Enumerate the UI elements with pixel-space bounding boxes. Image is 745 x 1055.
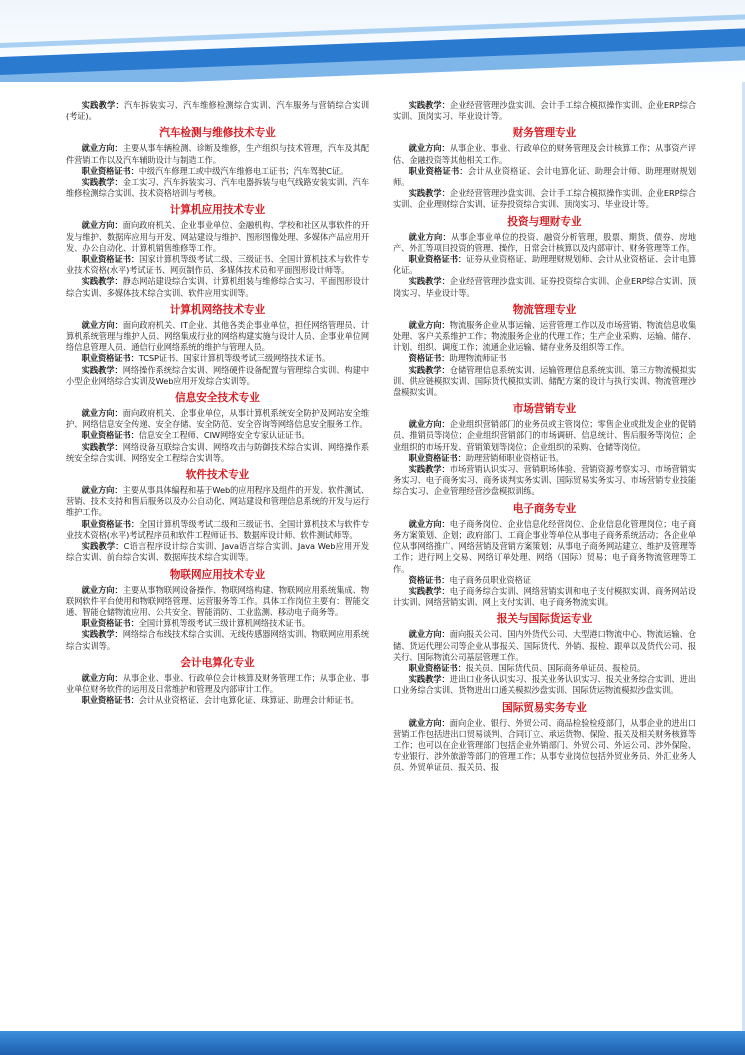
paragraph-text: 物流服务企业从事运输、运营管理工作以及市场营销、物流信息收集处理、客户关系维护工作；物流服务企业的代理工作；生产企业采购、运输、储存、计划、组织、调度工作；流通企业运输、储存业务及组织等工作。 [393, 319, 696, 353]
section-paragraph [66, 166, 369, 177]
section-paragraph [66, 442, 369, 464]
section-paragraph [393, 718, 696, 774]
section-paragraph [393, 320, 696, 354]
paragraph-text: 会计从业资格证、会计电算化证、珠算证、助理会计师证书。 [138, 695, 359, 706]
paragraph-label: 职业资格证书： [408, 254, 467, 265]
paragraph-text: 网络综合布线技术综合实训、无线传感器网络实训、物联网应用系统综合实训等。 [66, 629, 369, 651]
major-section [66, 392, 369, 464]
brochure-content [66, 100, 696, 1025]
section-paragraph [66, 143, 369, 165]
paragraph-text: 进出口业务认识实习、报关业务认识实习、报关业务综合实训、进出口业务综合实训、货物进出口通关模拟沙盘实训、国际货运物流模拟沙盘实训。 [393, 674, 696, 696]
section-paragraph [393, 254, 696, 276]
major-title: 国际贸易实务专业 [502, 701, 587, 714]
paragraph-label: 职业资格证书： [408, 165, 468, 176]
paragraph-text: 从事企事业单位的投资、融资分析管理，股票、期货、债券、房地产、外汇等项目投资的管理、操作，日常会计核算以及内部审计、财务管理等工作。 [393, 231, 696, 253]
section-paragraph [393, 276, 696, 298]
section-paragraph [393, 143, 696, 165]
section-paragraph [66, 618, 369, 629]
section-paragraph [393, 188, 696, 210]
section-paragraph [393, 353, 696, 364]
section-paragraph [66, 408, 369, 430]
major-title: 市场营销专业 [512, 403, 577, 416]
paragraph-label: 职业资格证书： [81, 353, 139, 364]
paragraph-label: 实践教学： [81, 541, 124, 552]
paragraph-label: 实践教学： [408, 276, 450, 287]
paragraph-text: 会计从业资格证、会计电算化证、助理会计师、助理理财规划师。 [393, 165, 696, 188]
section-paragraph [66, 353, 369, 364]
paragraph-text: 企业经营管理沙盘实训、会计手工综合模拟操作实训、企业ERP综合实训、企业理财综合实训、证券投资综合实训、顶岗实习、毕业设计等。 [393, 188, 696, 210]
major-title: 计算机应用技术专业 [169, 204, 266, 217]
paragraph-label: 职业资格证书： [408, 662, 466, 673]
left-column [66, 100, 369, 1025]
major-section [393, 702, 696, 774]
section-paragraph [393, 629, 696, 663]
paragraph-text: 助理营销师职业资格证书。 [465, 452, 564, 463]
section-paragraph [393, 453, 696, 464]
paragraph-label: 就业方向： [408, 143, 450, 154]
section-paragraph [393, 365, 696, 399]
major-title: 报关与国际货运专业 [496, 613, 593, 626]
paragraph-text: 企业经营管理沙盘实训、证券投资综合实训、企业ERP综合实训、顶岗实习、毕业设计等。 [393, 276, 696, 298]
paragraph-text: 全国计算机等级考试三级计算机网络技术证书。 [138, 618, 310, 629]
paragraph-text: 电子商务综合实训、网络营销实训和电子支付模拟实训、商务网站设计实训、网络营销实训、网上支付实训、电子商务物流实训。 [393, 585, 696, 608]
paragraph-label: 实践教学： [408, 100, 450, 110]
section-paragraph [66, 254, 369, 276]
paragraph-text: 面向企业、银行、外贸公司、商品检验检疫部门，从事企业的进出口营销工作包括进出口贸易谈判、合同订立、承运货物、保险、报关及相关财务核算等工作；也可以在企业管理部门包括企业外销部门、外贸公司、外运公司、涉外保险、专业银行、涉外旅游等部门的管理工作；从事专业岗位包括外贸业务员、外汇业务人员、外贸单证员、报关员、报 [393, 717, 696, 773]
paragraph-text: 中级汽车修理工或中级汽车维修电工证书；汽车驾驶C证。 [138, 165, 349, 176]
section-paragraph [66, 485, 369, 519]
section-paragraph [66, 430, 369, 441]
paragraph-label: 就业方向： [81, 319, 123, 330]
section-paragraph [66, 629, 369, 651]
header-decor-band [0, 0, 745, 82]
major-section [393, 503, 696, 609]
right-column [393, 100, 696, 1025]
section-paragraph [393, 663, 696, 674]
paragraph-text: 网络设备互联综合实训、网络攻击与防御技术综合实训、网络操作系统安全综合实训、网络安全工程综合实训等。 [66, 441, 369, 463]
paragraph-text: 信息安全工程师、CIW网络安全专家认证证书。 [138, 430, 310, 441]
paragraph-text: 汽车拆装实习、汽车维修检测综合实训、汽车服务与营销综合实训(考证)。 [66, 100, 369, 122]
paragraph-label: 就业方向： [81, 143, 123, 154]
paragraph-text: 面向政府机关、企事业单位，从事计算机系统安全防护及网站安全维护、网络信息安全传递、安全存储、安全防范、安全咨询等网络信息安全服务工作。 [66, 408, 369, 430]
paragraph-label: 实践教学： [408, 585, 450, 596]
paragraph-label: 就业方向： [81, 672, 123, 683]
major-title: 投资与理财专业 [507, 215, 582, 228]
paragraph-text: 企业经营管理沙盘实训、会计手工综合模拟操作实训、企业ERP综合实训、顶岗实习、毕业设计等。 [393, 100, 696, 122]
paragraph-label: 实践教学： [408, 364, 450, 375]
major-section [393, 100, 696, 122]
paragraph-text: 助理物流师证书 [449, 353, 507, 364]
major-section [393, 127, 696, 210]
section-paragraph [393, 419, 696, 453]
paragraph-label: 职业资格证书： [81, 165, 139, 176]
paragraph-text: 全国计算机等级考试二级和三级证书、全国计算机技术与软件专业技术资格(水平)考试程序员和软件工程师证书、数据库设计师、软件测试师等。 [66, 518, 369, 540]
section-paragraph [66, 695, 369, 706]
major-title: 会计电算化专业 [180, 656, 255, 669]
major-section [66, 569, 369, 652]
paragraph-label: 实践教学： [81, 276, 123, 287]
paragraph-label: 就业方向： [408, 231, 451, 242]
paragraph-text: 电子商务员职业资格证 [449, 574, 531, 585]
paragraph-label: 资格证书： [408, 353, 450, 364]
paragraph-label: 就业方向： [81, 485, 123, 496]
section-paragraph [66, 276, 369, 298]
paragraph-label: 就业方向： [81, 220, 123, 231]
major-title: 物联网应用技术专业 [169, 568, 266, 581]
paragraph-text: 从事企业、事业、行政单位的财务管理及会计核算工作；从事资产评估、金融投资等其他相关工作。 [393, 143, 696, 165]
paragraph-label: 实践教学： [408, 464, 450, 475]
paragraph-text: 面向政府机关、IT企业、其他各类企事业单位，担任网络管理员、计算机系统管理与维护人员、网络集成行业的网络构建实施与设计人员、企事业单位网络信息管理人员、通信行业网络系统的维护与管理人员。 [66, 319, 369, 353]
section-paragraph [66, 365, 369, 387]
section-paragraph [393, 464, 696, 498]
paragraph-text: 从事企业、事业、行政单位会计核算及财务管理工作；从事企业、事业单位财务软件的运用及日常维护和管理及内部审计工作。 [66, 672, 369, 694]
paragraph-text: 市场营销认识实习、营销职场体验、营销资源考察实习、市场营销实务实习、电子商务实习、商务谈判实务实训、国际贸易实务实习、市场营销专业技能综合实习、企业管理经营沙盘模拟训练。 [393, 464, 696, 497]
paragraph-label: 就业方向： [408, 419, 450, 430]
paragraph-label: 就业方向： [408, 717, 450, 728]
paragraph-label: 资格证书： [408, 574, 450, 585]
paragraph-label: 实践教学： [81, 100, 124, 110]
paragraph-label: 实践教学： [81, 364, 123, 375]
paragraph-label: 就业方向： [408, 518, 450, 529]
paragraph-text: 报关员、国际货代员、国际商务单证员、报检员。 [465, 662, 646, 673]
paragraph-text: 证券从业资格证、助理理财规划师、会计从业资格证、会计电算化证。 [393, 254, 696, 276]
major-section [66, 100, 369, 122]
paragraph-label: 职业资格证书： [81, 254, 140, 265]
paragraph-text: 网络操作系统综合实训、网络硬件设备配置与管理综合实训、构建中小型企业网络综合实训及Web应用开发综合实训等。 [66, 364, 369, 386]
major-section [66, 304, 369, 387]
section-paragraph [66, 673, 369, 695]
paragraph-label: 职业资格证书： [81, 695, 139, 706]
paragraph-text: 面向报关公司、国内外货代公司、大型港口物流中心、物流运输、仓储、货运代理公司等企业从事报关、国际货代、外销、报检、跟单以及货代公司、报关行、国际物流公司基层管理工作。 [393, 629, 696, 662]
footer-decor-band [0, 1031, 745, 1055]
major-title: 物流管理专业 [512, 303, 577, 316]
major-title: 电子商务专业 [512, 502, 577, 515]
section-paragraph [66, 541, 369, 563]
major-title: 汽车检测与维修技术专业 [159, 127, 276, 140]
section-paragraph [66, 585, 369, 619]
major-section [393, 403, 696, 497]
major-section [393, 613, 696, 696]
paragraph-text: 静态网站建设综合实训、计算机组装与维修综合实习、平面图形设计综合实训、多媒体技术综合实训、软件应用实训等。 [66, 276, 369, 298]
major-section [66, 127, 369, 199]
paragraph-label: 职业资格证书： [81, 430, 139, 441]
section-paragraph [66, 177, 369, 199]
paragraph-label: 实践教学： [81, 177, 123, 188]
paragraph-label: 职业资格证书： [408, 452, 466, 463]
major-section [393, 216, 696, 299]
paragraph-text: 仓储管理信息系统实训、运输管理信息系统实训、第三方物流模拟实训、供应链模拟实训、国际货代模拟实训、储配方案的设计与执行实训、物流管理沙盘模拟实训。 [393, 364, 696, 398]
major-title: 信息安全技术专业 [175, 392, 260, 405]
major-title: 软件技术专业 [185, 469, 250, 482]
paragraph-label: 就业方向： [81, 408, 123, 419]
section-paragraph [393, 232, 696, 254]
section-paragraph [66, 100, 369, 122]
paragraph-label: 职业资格证书： [81, 618, 139, 629]
paragraph-label: 实践教学： [81, 629, 123, 640]
major-title: 计算机网络技术专业 [169, 303, 266, 316]
section-paragraph [393, 166, 696, 188]
section-paragraph [393, 519, 696, 575]
paragraph-label: 职业资格证书： [81, 518, 140, 529]
section-paragraph [66, 320, 369, 354]
paragraph-label: 就业方向： [408, 629, 450, 640]
paragraph-text: 金工实习、汽车拆装实习、汽车电器拆装与电气线路安装实训、汽车维修检测综合实训、技术资格培训与考核。 [66, 177, 369, 199]
paragraph-text: 主要从事物联网设备操作、物联网络构建、物联网应用系统集成、物联网软件平台使用和物联网络管理、运营服务等工作。具体工作岗位主要有：智能交通、智能仓储物流应用、公共安全、智能消防、工业监测、移动电子商务等。 [66, 584, 369, 617]
paragraph-label: 实践教学： [81, 441, 123, 452]
paragraph-text: 国家计算机等级考试二级、三级证书、全国计算机技术与软件专业技术资格(水平)考试证书、网页制作员、多媒体技术员和平面图形设计师等。 [66, 254, 369, 276]
section-paragraph [393, 674, 696, 696]
paragraph-text: 主要从事具体编程和基于Web的应用程序及组件的开发、软件测试、营销、技术支持和售后服务以及办公自动化、网站建设和管理信息系统的开发与运行维护工作。 [66, 485, 369, 518]
section-paragraph [66, 519, 369, 541]
paragraph-label: 实践教学： [408, 674, 450, 685]
paragraph-text: C语言程序设计综合实训、Java语言综合实训、Java Web应用开发综合实训、前台综合实训、数据库技术综合实训等。 [66, 541, 369, 563]
paragraph-label: 实践教学： [408, 188, 450, 199]
paragraph-label: 就业方向： [408, 319, 450, 330]
paragraph-text: 电子商务岗位、企业信息化经营岗位、企业信息化管理岗位；电子商务方案策划、企划；政府部门、工商企事业等单位从事电子商务系统活动；各企业单位从事网络推广、网络营销及营销方案策划；从事电子商务网站建立、维护及管理等工作；进行网上交易、网络订单处理、网络（国际）贸易；电子商务物流管理等工作。 [393, 518, 696, 574]
section-paragraph [393, 575, 696, 586]
major-section [393, 304, 696, 398]
major-section [66, 204, 369, 298]
paragraph-text: 主要从事车辆检测、诊断及维修，生产组织与技术管理，汽车及其配件营销工作以及汽车辅助设计与制造工作。 [66, 143, 369, 165]
paragraph-label: 就业方向： [81, 584, 123, 595]
paragraph-text: 面向政府机关、企业事业单位、金融机构、学校和社区从事软件的开发与维护、数据库应用与开发、网站建设与维护、图形图像处理、多媒体产品应用开发、办公自动化、计算机销售维修等工作。 [66, 220, 369, 253]
section-paragraph [393, 586, 696, 608]
paragraph-text: TCSP证书、国家计算机等级考试三级网络技术证书。 [138, 353, 331, 364]
paragraph-text: 企业组织营销部门的业务员或主管岗位；零售企业或批发企业的促销员、推销员等岗位；企业组织营销部门的市场调研、信息统计、售后服务等岗位；企业组织的市场开发、营销策划等岗位；企业组织的采购、仓储等岗位。 [393, 419, 696, 452]
major-title: 财务管理专业 [512, 127, 577, 140]
section-paragraph [393, 100, 696, 122]
major-section [66, 469, 369, 563]
major-section [66, 657, 369, 707]
section-paragraph [66, 220, 369, 254]
